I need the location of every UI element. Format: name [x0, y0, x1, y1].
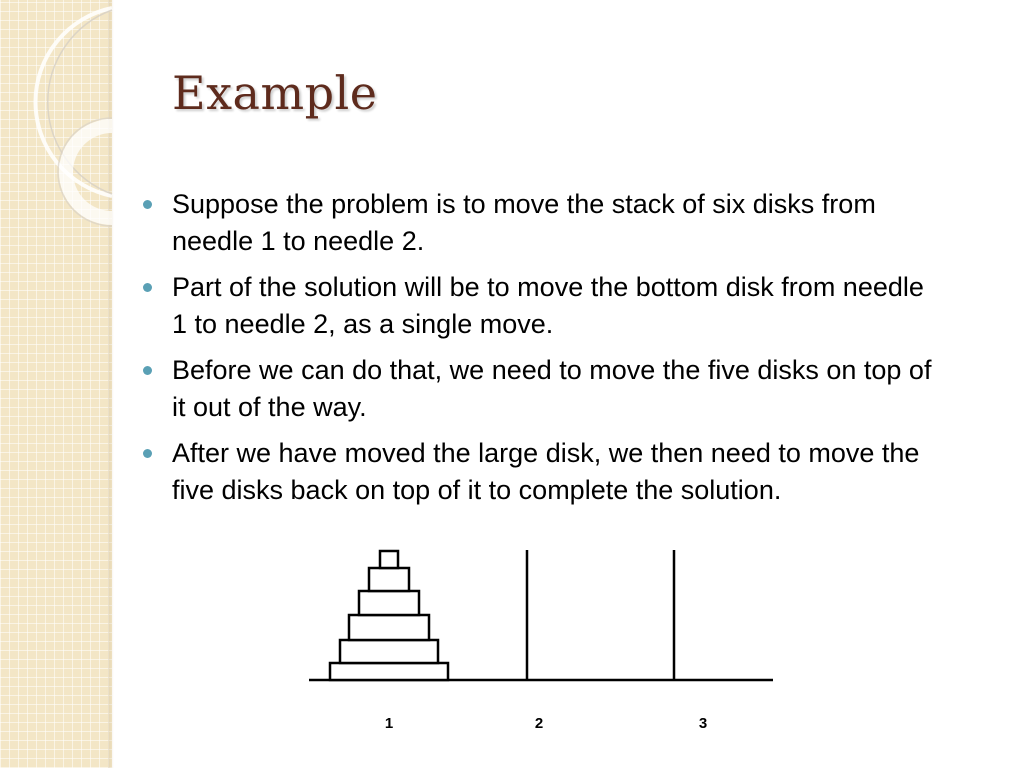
- bullet-item: [143, 269, 943, 342]
- disk-5: [340, 640, 438, 663]
- bullet-dot-icon: [143, 366, 152, 375]
- disk-2: [369, 568, 409, 591]
- bullet-item: [143, 435, 943, 508]
- bullet-dot-icon: [143, 200, 152, 209]
- bullet-dot-icon: [143, 283, 152, 292]
- disk-4: [349, 615, 429, 640]
- bullet-dot-icon: [143, 449, 152, 458]
- peg-label-2: 2: [534, 715, 544, 732]
- tower-of-hanoi-diagram: [300, 540, 800, 740]
- peg-label-1: 1: [384, 715, 394, 732]
- bullet-list: [143, 186, 943, 518]
- disk-6: [330, 663, 448, 680]
- bullet-item: [143, 186, 943, 259]
- disk-3: [359, 591, 419, 615]
- peg-label-3: 3: [698, 715, 708, 732]
- bullet-text: Suppose the problem is to move the stack of six disks from needle 1 to needle 2.: [172, 189, 876, 256]
- disk-1: [380, 551, 398, 568]
- bullet-text: After we have moved the large disk, we then need to move the five disks back on top of it to complete the solution.: [172, 438, 920, 505]
- slide-title: Example: [172, 66, 378, 120]
- bullet-text: Part of the solution will be to move the bottom disk from needle 1 to needle 2, as a single move.: [172, 272, 924, 339]
- bullet-text: Before we can do that, we need to move the five disks on top of it out of the way.: [172, 355, 932, 422]
- bullet-item: [143, 352, 943, 425]
